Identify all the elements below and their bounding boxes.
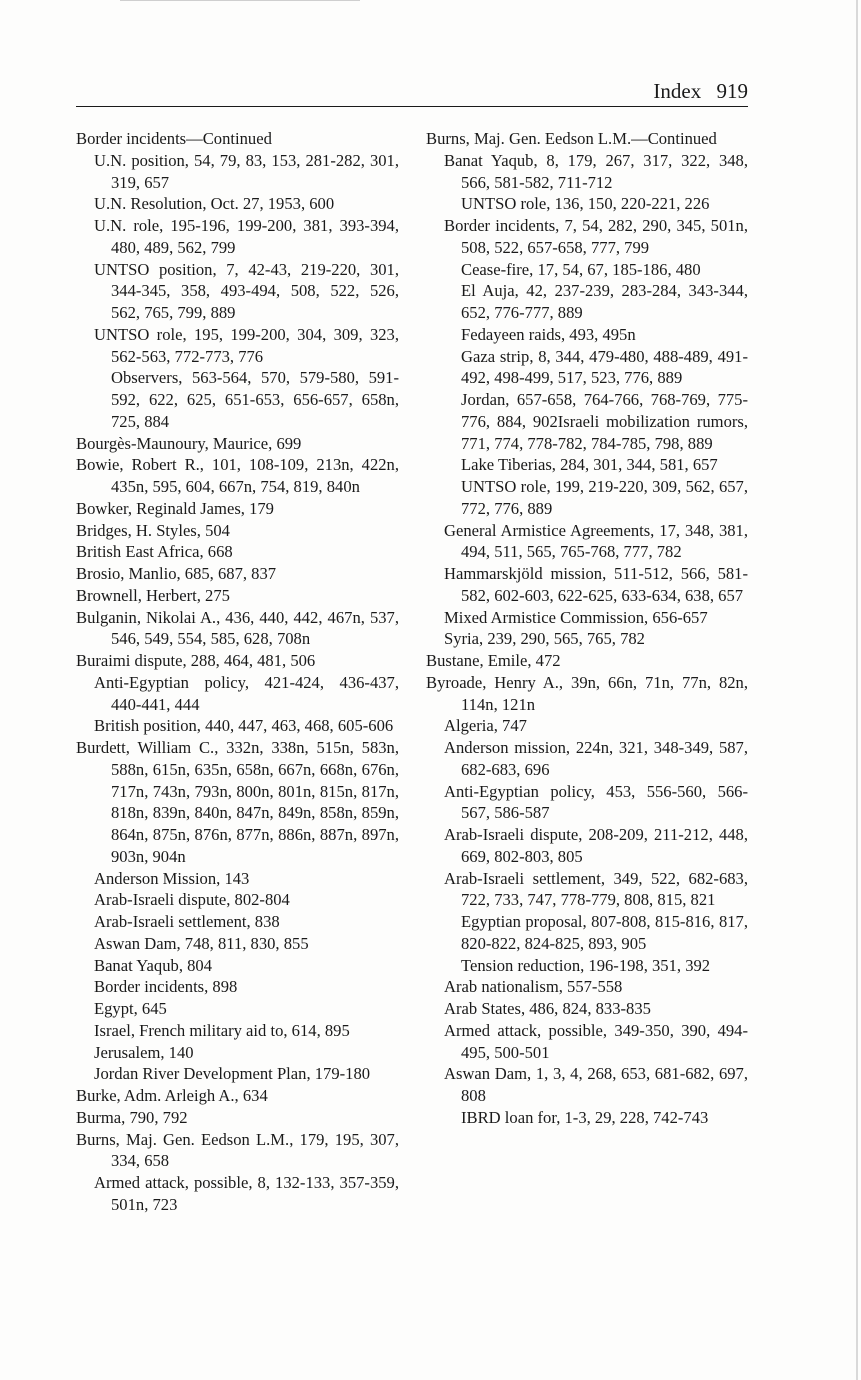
index-entry: Anderson mission, 224n, 321, 348-349, 587, 682-683, 696 — [444, 738, 748, 779]
index-entry: Border incidents—Continued — [76, 129, 272, 148]
index-entry: UNTSO role, 136, 150, 220-221, 226 — [461, 194, 710, 214]
index-entry: Buraimi dispute, 288, 464, 481, 506 — [76, 651, 316, 670]
index-entry: Burdett, William C., 332n, 338n, 515n, 583n, 588n, 615n, 635n, 658n, 667n, 668n, 676n, 717n, 743n, 793n, 800n, 801n, 815n, 817n, 818n, 839n, 840n, 847n, 849n, 858n, 859n, 864n, 875n, 876n, 877n, 886n, 887n, 897n, 903n, 904n — [76, 738, 399, 866]
running-head — [653, 79, 748, 104]
index-entry: Algeria, 747 — [444, 716, 527, 736]
index-entry: Byroade, Henry A., 39n, 66n, 71n, 77n, 82n, 114n, 121n — [426, 672, 748, 714]
index-entry: Gaza strip, 8, 344, 479-480, 488-489, 491-492, 498-499, 517, 523, 776, 889 — [461, 346, 748, 388]
index-entry: Anti-Egyptian policy, 453, 556-560, 566-567, 586-587 — [444, 781, 748, 823]
index-entry: UNTSO position, 7, 42-43, 219-220, 301, 344-345, 358, 493-494, 508, 522, 526, 562, 765, 799, 889 — [94, 259, 399, 322]
index-entry: Jordan, 657-658, 764-766, 768-769, 775-776, 884, 902Israeli mobilization rumors, 771, 774, 778-782, 784-785, 798, 889 — [461, 390, 748, 453]
index-entry: Syria, 239, 290, 565, 765, 782 — [444, 629, 645, 649]
index-entry: UNTSO role, 199, 219-220, 309, 562, 657, 772, 776, 889 — [461, 477, 748, 518]
index-entry: Banat Yaqub, 8, 179, 267, 317, 322, 348, 566, 581-582, 711-712 — [444, 150, 748, 192]
index-entry: Israel, French military aid to, 614, 895 — [94, 1020, 350, 1040]
index-entry: Brownell, Herbert, 275 — [76, 585, 230, 605]
index-entry: Jerusalem, 140 — [94, 1042, 194, 1062]
index-entry: Armed attack, possible, 8, 132-133, 357-359, 501n, 723 — [94, 1173, 399, 1214]
index-entry: Egyptian proposal, 807-808, 815-816, 817, 820-822, 824-825, 893, 905 — [461, 912, 748, 953]
index-entry: El Auja, 42, 237-239, 283-284, 343-344, 652, 776-777, 889 — [461, 281, 748, 322]
index-entry: Banat Yaqub, 804 — [94, 955, 213, 975]
index-entry: Brosio, Manlio, 685, 687, 837 — [76, 564, 277, 583]
top-scan-rule — [120, 0, 360, 1]
index-entry: Burns, Maj. Gen. Eedson L.M., 179, 195, 307, 334, 658 — [76, 1129, 399, 1171]
index-entry: Fedayeen raids, 493, 495n — [461, 324, 636, 344]
index-entry: U.N. role, 195-196, 199-200, 381, 393-394, 480, 489, 562, 799 — [94, 216, 399, 257]
index-entry: UNTSO role, 195, 199-200, 304, 309, 323, 562-563, 772-773, 776 — [94, 324, 399, 366]
left-index-column — [76, 128, 399, 1216]
index-entry: Burke, Adm. Arleigh A., 634 — [76, 1086, 268, 1105]
index-entry: IBRD loan for, 1-3, 29, 228, 742-743 — [461, 1107, 709, 1127]
index-entry: U.N. position, 54, 79, 83, 153, 281-282, 301, 319, 657 — [94, 150, 399, 192]
index-entry: Tension reduction, 196-198, 351, 392 — [461, 955, 711, 975]
index-entry: Burma, 790, 792 — [76, 1107, 188, 1127]
right-index-column — [426, 128, 748, 1129]
index-entry: Observers, 563-564, 570, 579-580, 591-592, 622, 625, 651-653, 656-657, 658n, 725, 884 — [111, 368, 399, 431]
index-entry: Bourgès-Maunoury, Maurice, 699 — [76, 433, 302, 453]
index-entry: Hammarskjöld mission, 511-512, 566, 581-582, 602-603, 622-625, 633-634, 638, 657 — [444, 564, 748, 605]
index-entry: Armed attack, possible, 349-350, 390, 494-495, 500-501 — [444, 1020, 748, 1062]
index-entry: Arab States, 486, 824, 833-835 — [444, 999, 651, 1018]
index-entry: British East Africa, 668 — [76, 542, 233, 562]
index-entry: Lake Tiberias, 284, 301, 344, 581, 657 — [461, 455, 718, 475]
index-entry: Border incidents, 7, 54, 282, 290, 345, 501n, 508, 522, 657-658, 777, 799 — [444, 216, 748, 257]
index-entry: Bowker, Reginald James, 179 — [76, 498, 274, 518]
running-header — [76, 79, 748, 107]
index-entry: Cease-fire, 17, 54, 67, 185-186, 480 — [461, 259, 701, 279]
section-title: Index — [653, 79, 702, 103]
index-entry: Bowie, Robert R., 101, 108-109, 213n, 422n, 435n, 595, 604, 667n, 754, 819, 840n — [76, 455, 399, 496]
index-entry: British position, 440, 447, 463, 468, 605-606 — [94, 716, 394, 736]
index-entry: Mixed Armistice Commission, 656-657 — [444, 607, 708, 627]
index-entry: Arab-Israeli settlement, 838 — [94, 912, 280, 931]
index-entry: Anderson Mission, 143 — [94, 868, 250, 888]
index-entry: Arab-Israeli settlement, 349, 522, 682-683, 722, 733, 747, 778-779, 808, 815, 821 — [444, 868, 748, 910]
index-entry: Bulganin, Nikolai A., 436, 440, 442, 467n, 537, 546, 549, 554, 585, 628, 708n — [76, 607, 399, 649]
index-entry: Arab-Israeli dispute, 208-209, 211-212, 448, 669, 802-803, 805 — [444, 825, 748, 866]
index-entry: U.N. Resolution, Oct. 27, 1953, 600 — [94, 194, 335, 214]
index-entry: Bridges, H. Styles, 504 — [76, 520, 230, 540]
index-entry: Egypt, 645 — [94, 999, 167, 1018]
page-edge — [856, 0, 858, 1380]
index-entry: Aswan Dam, 748, 811, 830, 855 — [94, 933, 309, 953]
index-entry: Anti-Egyptian policy, 421-424, 436-437, 440-441, 444 — [94, 672, 399, 714]
index-entry: Arab-Israeli dispute, 802-804 — [94, 890, 290, 910]
index-entry: Border incidents, 898 — [94, 977, 238, 997]
index-entry: General Armistice Agreements, 17, 348, 381, 494, 511, 565, 765-768, 777, 782 — [444, 520, 748, 562]
index-entry: Burns, Maj. Gen. Eedson L.M.—Continued — [426, 129, 717, 148]
index-entry: Jordan River Development Plan, 179-180 — [94, 1064, 371, 1084]
index-entry: Arab nationalism, 557-558 — [444, 977, 623, 997]
index-entry: Bustane, Emile, 472 — [426, 651, 561, 670]
page-number: 919 — [716, 79, 748, 103]
index-entry: Aswan Dam, 1, 3, 4, 268, 653, 681-682, 697, 808 — [444, 1064, 748, 1105]
